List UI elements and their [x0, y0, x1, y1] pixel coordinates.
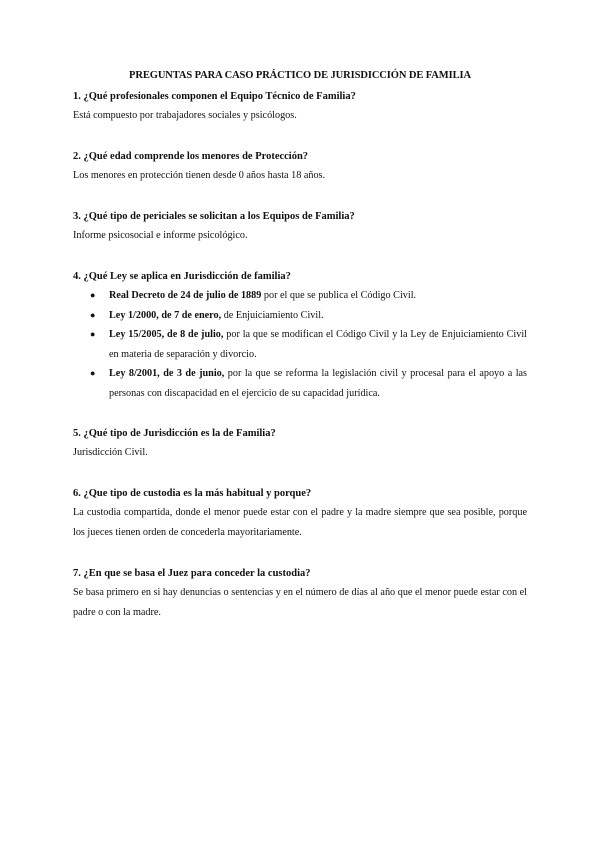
question-3 — [73, 208, 527, 246]
bullet-icon: ● — [90, 309, 96, 320]
question-1 — [73, 88, 527, 126]
question-heading: 7. ¿En que se basa el Juez para conceder la custodia? — [73, 568, 311, 579]
question-answer: Se basa primero en si hay denuncias o sentencias y en el número de días al año que el menor puede estar con el padre o con la madre. — [73, 587, 527, 618]
law-description: por la que se reforma la legislación civil y procesal para el apoyo a las personas con discapacidad en el ejercicio de su capacidad jurídica. — [109, 368, 528, 399]
question-5 — [73, 425, 527, 463]
law-title: Ley 8/2001, de 3 de junio, — [109, 368, 225, 379]
document-page — [73, 70, 527, 645]
question-heading: 5. ¿Qué tipo de Jurisdicción es la de Familia? — [73, 428, 276, 439]
law-title: Ley 1/2000, de 7 de enero, — [109, 309, 222, 321]
law-item — [73, 325, 527, 364]
question-answer: Está compuesto por trabajadores sociales y psicólogos. — [73, 110, 297, 121]
question-heading: 1. ¿Qué profesionales componen el Equipo Técnico de Familia? — [73, 91, 356, 102]
question-heading: 6. ¿Que tipo de custodia es la más habitual y porque? — [73, 488, 312, 499]
law-item — [73, 286, 527, 306]
question-heading: 3. ¿Qué tipo de periciales se solicitan a los Equipos de Familia? — [73, 211, 355, 222]
bullet-icon: ● — [90, 368, 96, 378]
question-6 — [73, 485, 527, 543]
law-item — [73, 306, 527, 326]
bullet-icon: ● — [90, 290, 96, 300]
law-description: por el que se publica el Código Civil. — [261, 290, 417, 301]
question-answer: Jurisdicción Civil. — [73, 447, 148, 458]
question-2 — [73, 148, 527, 186]
question-answer: Informe psicosocial e informe psicológico. — [73, 230, 248, 241]
question-7 — [73, 565, 527, 623]
document-title: PREGUNTAS PARA CASO PRÁCTICO DE JURISDICCIÓN DE FAMILIA — [129, 70, 471, 81]
law-title: Real Decreto de 24 de julio de 1889 — [109, 290, 262, 301]
law-description: de Enjuiciamiento Civil. — [221, 309, 324, 321]
law-item — [73, 364, 527, 403]
law-title: Ley 15/2005, de 8 de julio, — [109, 329, 224, 340]
question-answer: La custodia compartida, donde el menor puede estar con el padre y la madre siempre que sea posible, porque los jueces tienen orden de concederla mayoritariamente. — [73, 507, 527, 538]
question-heading: 4. ¿Qué Ley se aplica en Jurisdicción de familia? — [73, 271, 291, 282]
question-answer: Los menores en protección tienen desde 0 años hasta 18 años. — [73, 170, 326, 181]
question-4 — [73, 268, 527, 403]
bullet-icon: ● — [90, 329, 96, 339]
question-heading: 2. ¿Qué edad comprende los menores de Protección? — [73, 151, 309, 162]
law-description: por la que se modifican el Código Civil y la Ley de Enjuiciamiento Civil en materia de separación y divorcio. — [109, 329, 528, 360]
laws-list — [73, 286, 527, 403]
